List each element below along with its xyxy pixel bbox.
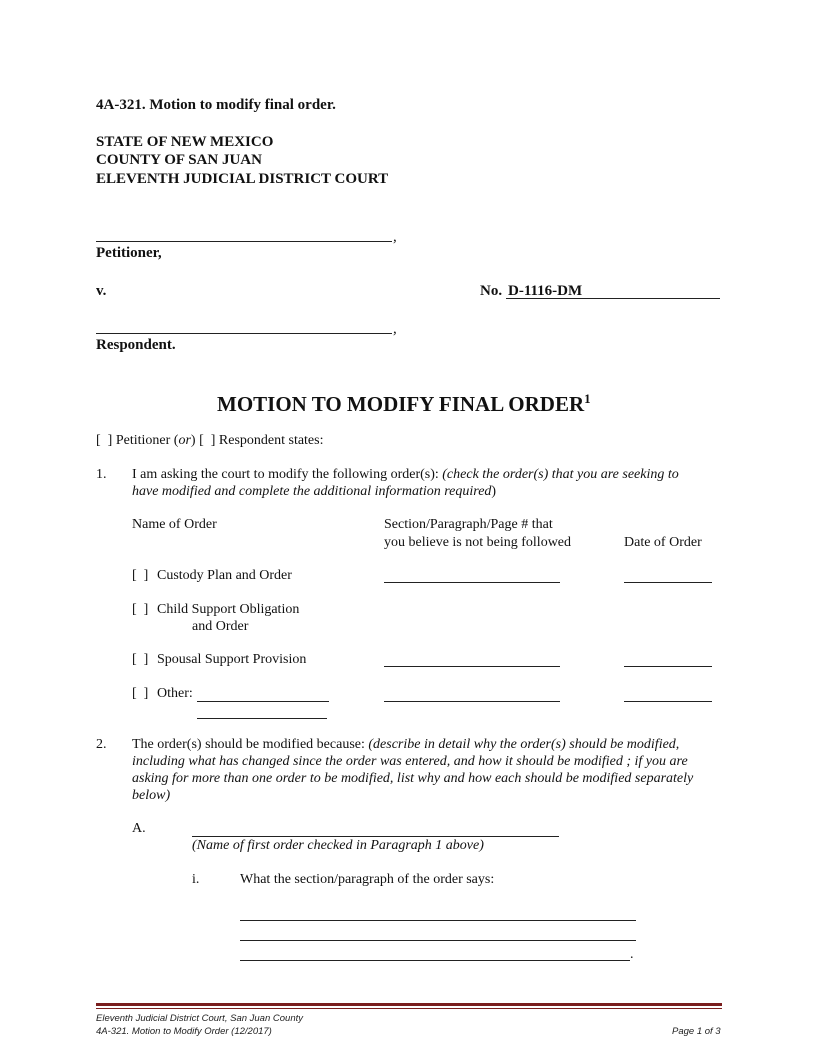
footer-form: 4A-321. Motion to Modify Order (12/2017) bbox=[96, 1026, 272, 1037]
respondent-comma: , bbox=[393, 321, 397, 337]
column-section-line2: you believe is not being followed bbox=[384, 535, 572, 550]
or-text: or bbox=[178, 433, 191, 448]
para1-line2: have modified and complete the additional information required) bbox=[132, 484, 497, 499]
footer-court: Eleventh Judicial District Court, San Juan County bbox=[96, 1013, 303, 1024]
other-checkbox[interactable]: [ ] bbox=[132, 686, 149, 701]
other-name-field-1[interactable] bbox=[197, 701, 329, 702]
other-label: Other: bbox=[157, 686, 193, 701]
petitioner-label: Petitioner, bbox=[96, 245, 162, 261]
section-says-field-1[interactable] bbox=[240, 920, 636, 921]
child-support-label-line1: Child Support Obligation bbox=[157, 602, 300, 617]
state-name: STATE OF NEW MEXICO bbox=[96, 134, 274, 150]
footer-rule bbox=[96, 1003, 722, 1006]
para2-line4: below) bbox=[132, 788, 171, 803]
para2-line2: including what has changed since the order was entered, and how it should be modified ; if you are bbox=[132, 754, 688, 769]
custody-checkbox[interactable]: [ ] bbox=[132, 568, 149, 583]
custody-date-field[interactable] bbox=[624, 582, 712, 583]
section-says-field-3[interactable] bbox=[240, 960, 630, 961]
child-support-label-line2: and Order bbox=[192, 619, 249, 634]
column-date-of-order: Date of Order bbox=[624, 535, 702, 550]
spousal-section-field[interactable] bbox=[384, 666, 560, 667]
intro-line: [ ] Petitioner (or) [ ] Respondent states: bbox=[96, 433, 324, 448]
petitioner-name-line[interactable] bbox=[96, 241, 392, 242]
spousal-support-checkbox[interactable]: [ ] bbox=[132, 652, 149, 667]
footer-page: Page 1 of 3 bbox=[672, 1026, 721, 1037]
respondent-checkbox[interactable]: [ ] bbox=[199, 433, 216, 448]
case-number-label: No. bbox=[480, 283, 503, 299]
first-order-name-field[interactable] bbox=[192, 836, 559, 837]
respondent-label: Respondent. bbox=[96, 337, 176, 353]
petitioner-option: Petitioner bbox=[115, 433, 171, 448]
other-section-field[interactable] bbox=[384, 701, 560, 702]
para1-line1: I am asking the court to modify the following order(s): (check the order(s) that you are seeking to bbox=[132, 467, 679, 482]
para2-number: 2. bbox=[96, 737, 107, 752]
spousal-support-label: Spousal Support Provision bbox=[157, 652, 307, 667]
column-name-of-order: Name of Order bbox=[132, 517, 217, 532]
respondent-name-line[interactable] bbox=[96, 333, 392, 334]
respondent-states: Respondent states: bbox=[218, 433, 324, 448]
court-name: ELEVENTH JUDICIAL DISTRICT COURT bbox=[96, 171, 389, 187]
other-name-field-2[interactable] bbox=[197, 718, 327, 719]
para2-line1: The order(s) should be modified because: (describe in detail why the order(s) should be modified, bbox=[132, 737, 680, 752]
section-says-period: . bbox=[630, 947, 634, 962]
column-section-line1: Section/Paragraph/Page # that bbox=[384, 517, 553, 532]
custody-order-label: Custody Plan and Order bbox=[157, 568, 292, 583]
para1-number: 1. bbox=[96, 467, 107, 482]
para2-line3: asking for more than one order to be modified, list why and how each should be modified separately bbox=[132, 771, 694, 786]
sub-i-text: What the section/paragraph of the order says: bbox=[240, 872, 495, 887]
other-date-field[interactable] bbox=[624, 701, 712, 702]
footer-rule-thin bbox=[96, 1008, 722, 1009]
versus-label: v. bbox=[96, 283, 107, 299]
document-title: MOTION TO MODIFY FINAL ORDER$^1$ bbox=[217, 391, 591, 416]
form-title: 4A-321. Motion to modify final order. bbox=[96, 97, 336, 113]
sub-i-label: i. bbox=[192, 872, 200, 887]
section-says-field-2[interactable] bbox=[240, 940, 636, 941]
petitioner-checkbox[interactable]: [ ] bbox=[96, 433, 113, 448]
custody-section-field[interactable] bbox=[384, 582, 560, 583]
child-support-checkbox[interactable]: [ ] bbox=[132, 602, 149, 617]
sub-a-label: A. bbox=[132, 821, 146, 836]
case-number-value[interactable]: D-1116-DM bbox=[508, 283, 583, 299]
spousal-date-field[interactable] bbox=[624, 666, 712, 667]
case-number-line bbox=[506, 298, 720, 299]
county-name: COUNTY OF SAN JUAN bbox=[96, 152, 262, 168]
footnote-marker: 1 bbox=[584, 391, 591, 406]
first-order-caption: (Name of first order checked in Paragraph 1 above) bbox=[192, 838, 484, 853]
petitioner-comma: , bbox=[393, 229, 397, 245]
